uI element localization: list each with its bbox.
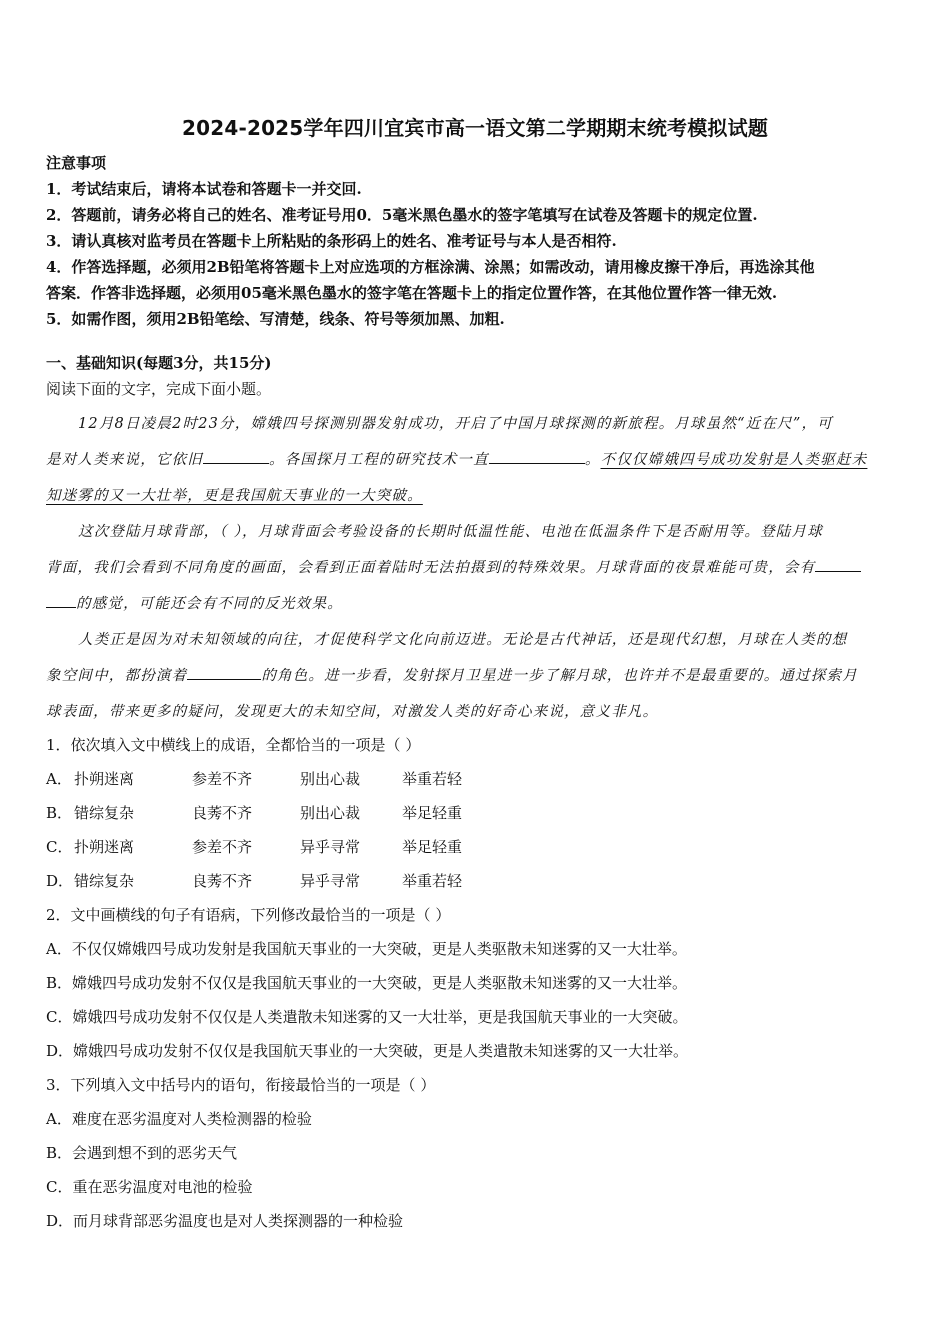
notice-item: 5．如需作图，须用2B铅笔绘、写清楚，线条、符号等须加黑、加粗. [46,310,505,328]
option-choice: 参差不齐 [192,838,253,856]
fill-blank [187,667,261,680]
passage-text: 象空间中，都扮演着 [46,668,188,684]
option-row[interactable]: A．难度在恶劣温度对人类检测器的检验 [46,1110,312,1128]
option-row[interactable] [46,802,463,823]
option-choice: 举重若轻 [402,872,463,890]
option-choice: 举重若轻 [402,770,463,788]
section-intro: 阅读下面的文字，完成下面小题。 [46,380,272,398]
passage-line: 球表面，带来更多的疑问，发现更大的未知空间，对激发人类的好奇心来说，意义非凡。 [46,704,659,720]
option-row[interactable]: C．重在恶劣温度对电池的检验 [46,1178,253,1196]
option-label: A． [46,770,72,788]
passage-text: 。 [584,452,601,468]
fill-blank [203,451,269,464]
option-choice: 异乎寻常 [300,838,361,856]
option-row[interactable]: A．不仅仅嫦娥四号成功发射是我国航天事业的一大突破，更是人类驱散未知迷雾的又一大壮举。 [46,940,687,958]
question-stem: 3．下列填入文中括号内的语句，衔接最恰当的一项是（ ） [46,1076,436,1094]
fill-blank [815,559,861,572]
exam-title: 2024-2025学年四川宜宾市高一语文第二学期期末统考模拟试题 [181,116,769,140]
passage-line [46,448,867,469]
option-choice: 扑朔迷离 [74,838,135,856]
passage-line [46,592,343,613]
passage-line [46,664,858,685]
option-choice: 良莠不齐 [192,872,253,890]
option-row[interactable]: D．嫦娥四号成功发射不仅仅是我国航天事业的一大突破，更是人类遣散未知迷雾的又一大壮举。 [46,1042,689,1060]
option-row[interactable]: D．而月球背部恶劣温度也是对人类探测器的一种检验 [46,1212,404,1230]
passage-text: 的感觉，可能还会有不同的反光效果。 [76,596,343,612]
option-choice: 错综复杂 [74,872,135,890]
option-choice: 良莠不齐 [192,804,253,822]
option-choice: 错综复杂 [74,804,135,822]
fill-blank [46,595,76,608]
notice-heading: 注意事项 [46,154,107,172]
passage-text: 的角色。进一步看，发射探月卫星进一步了解月球，也许并不是最重要的。通过探索月 [261,668,858,684]
section-heading: 一、基础知识(每题3分，共15分) [46,354,272,372]
option-row[interactable] [46,768,463,789]
underlined-sentence: 知迷雾的又一大壮举，更是我国航天事业的一大突破。 [46,488,423,504]
option-label: D． [46,872,74,890]
passage-line: 12月8日凌晨2时23分，嫦娥四号探测别器发射成功，开启了中国月球探测的新旅程。月球虽然“近在尺”，可 [78,416,833,432]
fill-blank [489,451,585,464]
option-label: C． [46,838,73,856]
option-row[interactable]: B．嫦娥四号成功发射不仅仅是我国航天事业的一大突破，更是人类驱散未知迷雾的又一大壮举。 [46,974,688,992]
question-stem: 1．依次填入文中横线上的成语，全都恰当的一项是（ ） [46,736,421,754]
option-row[interactable] [46,836,463,857]
passage-text: 是对人类来说，它依旧 [46,452,203,468]
passage-line [46,556,861,577]
passage-line: 人类正是因为对未知领域的向往，才促使科学文化向前迈进。无论是古代神话，还是现代幻想，月球在人类的想 [78,632,848,648]
option-choice: 别出心裁 [300,770,361,788]
notice-item: 1．考试结束后，请将本试卷和答题卡一并交回. [46,180,362,198]
option-row[interactable]: C．嫦娥四号成功发射不仅仅是人类遣散未知迷雾的又一大壮举，更是我国航天事业的一大突破。 [46,1008,688,1026]
notice-item: 答案．作答非选择题，必须用05毫米黑色墨水的签字笔在答题卡上的指定位置作答，在其他位置作答一律无效. [46,284,778,302]
question-stem: 2．文中画横线的句子有语病，下列修改最恰当的一项是（ ） [46,906,451,924]
passage-text: 背面，我们会看到不同角度的画面，会看到正面着陆时无法拍摄到的特殊效果。月球背面的夜景难能可贵，会有 [46,560,816,576]
underlined-sentence: 不仅仅嫦娥四号成功发射是人类驱赶未 [600,452,868,468]
option-row[interactable] [46,870,463,891]
notice-item: 4．作答选择题，必须用2B铅笔将答题卡上对应选项的方框涂满、涂黑；如需改动，请用橡皮擦干净后，再选涂其他 [46,258,815,276]
option-label: B． [46,804,73,822]
option-choice: 参差不齐 [192,770,253,788]
option-choice: 举足轻重 [402,838,463,856]
option-row[interactable]: B．会遇到想不到的恶劣天气 [46,1144,238,1162]
notice-item: 2．答题前，请务必将自己的姓名、准考证号用0．5毫米黑色墨水的签字笔填写在试卷及答题卡的规定位置. [46,206,758,224]
notice-item: 3．请认真核对监考员在答题卡上所粘贴的条形码上的姓名、准考证号与本人是否相符. [46,232,617,250]
option-choice: 别出心裁 [300,804,361,822]
passage-line: 这次登陆月球背部，（ ），月球背面会考验设备的长期时低温性能、电池在低温条件下是否耐用等。登陆月球 [78,524,823,540]
option-choice: 扑朔迷离 [74,770,135,788]
option-choice: 异乎寻常 [300,872,361,890]
passage-text: 。各国探月工程的研究技术一直 [269,452,489,468]
option-choice: 举足轻重 [402,804,463,822]
